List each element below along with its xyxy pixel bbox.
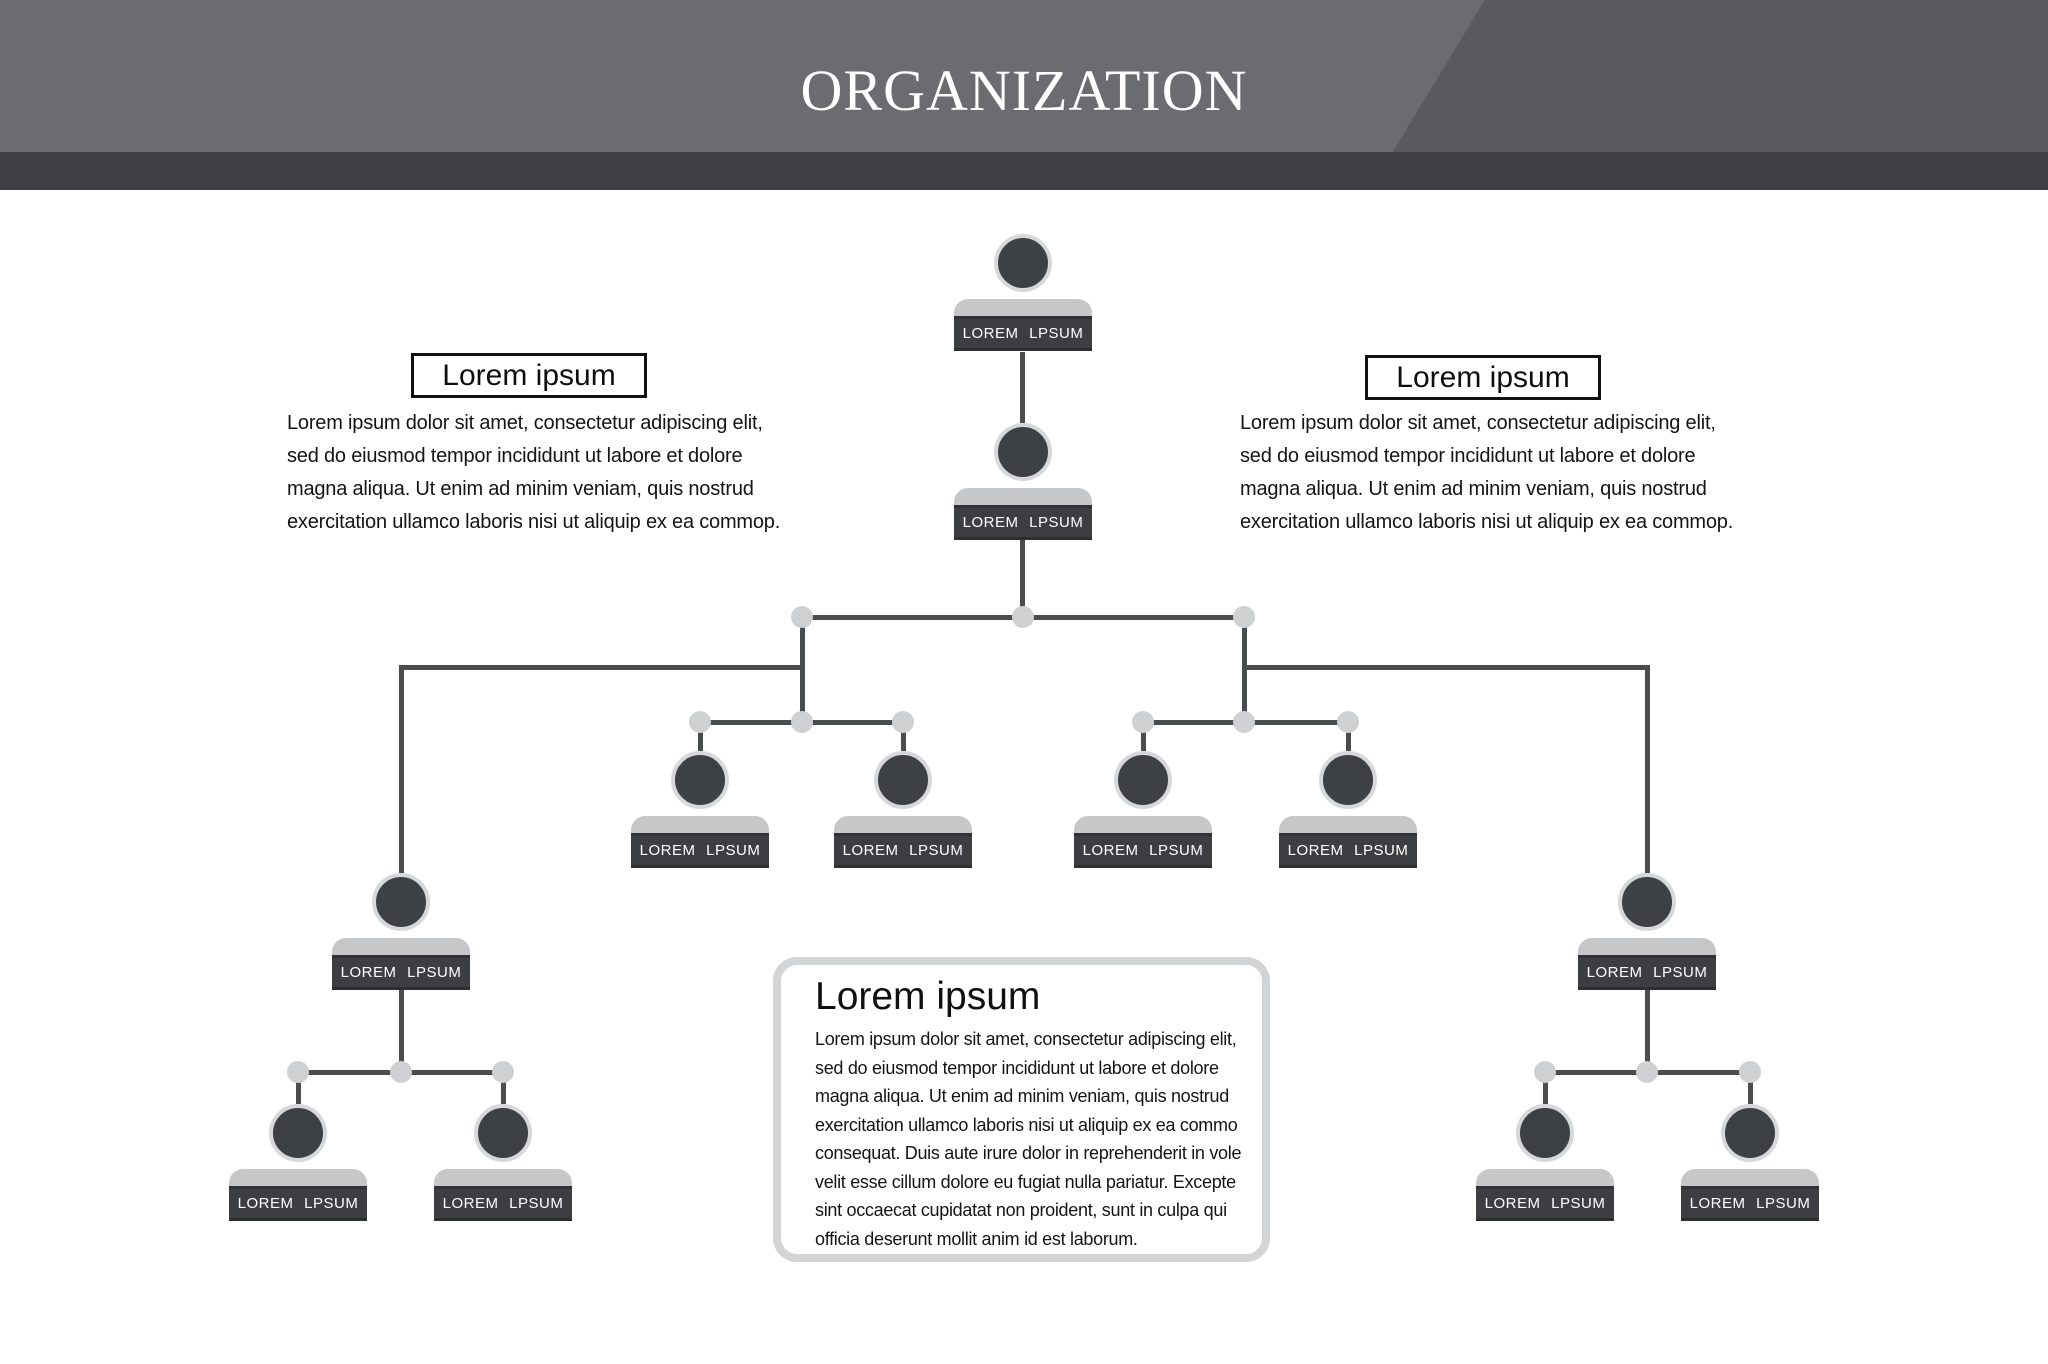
person-avatar-icon bbox=[1516, 1104, 1574, 1162]
connector-vertical bbox=[399, 987, 404, 1072]
org-node-right-child-2 bbox=[1681, 1104, 1819, 1221]
node-label: LOREM LPSUM bbox=[954, 316, 1092, 351]
junction-dot bbox=[791, 606, 813, 628]
panel-line: consequat. Duis aute irure dolor in reprehenderit in vole bbox=[815, 1143, 1242, 1163]
node-label: LOREM LPSUM bbox=[631, 833, 769, 868]
person-avatar-icon bbox=[994, 423, 1052, 481]
node-plate-cap bbox=[332, 938, 470, 955]
org-node-mid-2 bbox=[834, 751, 972, 868]
node-label: LOREM LPSUM bbox=[1279, 833, 1417, 868]
page-title: ORGANIZATION bbox=[800, 57, 1248, 123]
node-label: LOREM LPSUM bbox=[229, 1186, 367, 1221]
info-right-line: magna aliqua. Ut enim ad minim veniam, quis nostrud bbox=[1240, 478, 1707, 500]
node-label: LOREM LPSUM bbox=[954, 505, 1092, 540]
info-right-title-box bbox=[1365, 355, 1601, 400]
junction-dot bbox=[689, 711, 711, 733]
info-right-line: Lorem ipsum dolor sit amet, consectetur adipiscing elit, bbox=[1240, 412, 1716, 434]
junction-dot bbox=[390, 1061, 412, 1083]
panel-line: sint occaecat cupidatat non proident, sunt in culpa qui bbox=[815, 1200, 1227, 1220]
connector-vertical bbox=[1645, 665, 1650, 873]
person-avatar-icon bbox=[372, 873, 430, 931]
description-panel-body bbox=[815, 1025, 1241, 1253]
panel-line: sed do eiusmod tempor incididunt ut labore et dolore bbox=[815, 1057, 1219, 1078]
connector-vertical bbox=[1645, 987, 1650, 1072]
node-label: LOREM LPSUM bbox=[1681, 1186, 1819, 1221]
connector-vertical bbox=[399, 665, 404, 873]
person-avatar-icon bbox=[1319, 751, 1377, 809]
node-label: LOREM LPSUM bbox=[434, 1186, 572, 1221]
info-left-body bbox=[287, 407, 780, 539]
info-right-line: exercitation ullamco laboris nisi ut aliquip ex ea commop. bbox=[1240, 511, 1734, 533]
header-stripe bbox=[0, 152, 2048, 190]
node-plate-cap bbox=[1074, 816, 1212, 833]
node-plate-cap bbox=[1681, 1169, 1819, 1186]
node-label: LOREM LPSUM bbox=[1476, 1186, 1614, 1221]
info-right-body bbox=[1240, 407, 1733, 539]
info-left-title: Lorem ipsum bbox=[442, 358, 616, 392]
info-left-line: sed do eiusmod tempor incididunt ut labore et dolore bbox=[287, 445, 743, 467]
node-plate-cap bbox=[1476, 1169, 1614, 1186]
junction-dot bbox=[1636, 1061, 1658, 1083]
node-label: LOREM LPSUM bbox=[834, 833, 972, 868]
node-plate-cap bbox=[954, 488, 1092, 505]
connector-vertical bbox=[1020, 352, 1025, 423]
panel-line: velit esse cillum dolore eu fugiat nulla pariatur. Excepte bbox=[815, 1171, 1236, 1192]
person-avatar-icon bbox=[269, 1104, 327, 1162]
node-plate-cap bbox=[229, 1169, 367, 1186]
header-band bbox=[0, 0, 2048, 152]
org-node-left-branch bbox=[332, 873, 470, 990]
junction-dot bbox=[1337, 711, 1359, 733]
info-right-line: sed do eiusmod tempor incididunt ut labore et dolore bbox=[1240, 445, 1696, 467]
junction-dot bbox=[287, 1061, 309, 1083]
node-plate-cap bbox=[954, 299, 1092, 316]
connector-horizontal bbox=[1244, 665, 1647, 670]
org-node-left-child-1 bbox=[229, 1104, 367, 1221]
info-left-line: Lorem ipsum dolor sit amet, consectetur adipiscing elit, bbox=[287, 412, 763, 434]
org-node-root bbox=[954, 234, 1092, 351]
person-avatar-icon bbox=[994, 234, 1052, 292]
junction-dot bbox=[1534, 1061, 1556, 1083]
panel-line: Lorem ipsum dolor sit amet, consectetur adipiscing elit, bbox=[815, 1029, 1237, 1049]
org-node-right-child-1 bbox=[1476, 1104, 1614, 1221]
description-panel bbox=[773, 957, 1270, 1262]
org-node-deputy bbox=[954, 423, 1092, 540]
node-plate-cap bbox=[631, 816, 769, 833]
org-node-mid-4 bbox=[1279, 751, 1417, 868]
panel-line: officia deserunt mollit anim id est laborum. bbox=[815, 1228, 1138, 1249]
junction-dot bbox=[791, 711, 813, 733]
connector-horizontal bbox=[401, 665, 802, 670]
node-plate-cap bbox=[434, 1169, 572, 1186]
org-node-mid-3 bbox=[1074, 751, 1212, 868]
node-plate-cap bbox=[1279, 816, 1417, 833]
node-plate-cap bbox=[1578, 938, 1716, 955]
info-left-line: exercitation ullamco laboris nisi ut aliquip ex ea commop. bbox=[287, 511, 781, 533]
junction-dot bbox=[1233, 606, 1255, 628]
panel-line: exercitation ullamco laboris nisi ut aliquip ex ea commo bbox=[815, 1114, 1238, 1135]
person-avatar-icon bbox=[671, 751, 729, 809]
node-label: LOREM LPSUM bbox=[332, 955, 470, 990]
junction-dot bbox=[1012, 606, 1034, 628]
info-left-title-box bbox=[411, 353, 647, 398]
person-avatar-icon bbox=[474, 1104, 532, 1162]
junction-dot bbox=[1233, 711, 1255, 733]
junction-dot bbox=[892, 711, 914, 733]
person-avatar-icon bbox=[874, 751, 932, 809]
person-avatar-icon bbox=[1721, 1104, 1779, 1162]
person-avatar-icon bbox=[1114, 751, 1172, 809]
junction-dot bbox=[1132, 711, 1154, 733]
panel-line: magna aliqua. Ut enim ad minim veniam, quis nostrud bbox=[815, 1086, 1229, 1106]
org-node-left-child-2 bbox=[434, 1104, 572, 1221]
junction-dot bbox=[492, 1061, 514, 1083]
person-avatar-icon bbox=[1618, 873, 1676, 931]
info-left-line: magna aliqua. Ut enim ad minim veniam, quis nostrud bbox=[287, 478, 754, 500]
junction-dot bbox=[1739, 1061, 1761, 1083]
org-node-right-branch bbox=[1578, 873, 1716, 990]
node-label: LOREM LPSUM bbox=[1578, 955, 1716, 990]
node-plate-cap bbox=[834, 816, 972, 833]
node-label: LOREM LPSUM bbox=[1074, 833, 1212, 868]
info-right-title: Lorem ipsum bbox=[1396, 360, 1570, 394]
description-panel-title: Lorem ipsum bbox=[815, 975, 1041, 1018]
org-node-mid-1 bbox=[631, 751, 769, 868]
